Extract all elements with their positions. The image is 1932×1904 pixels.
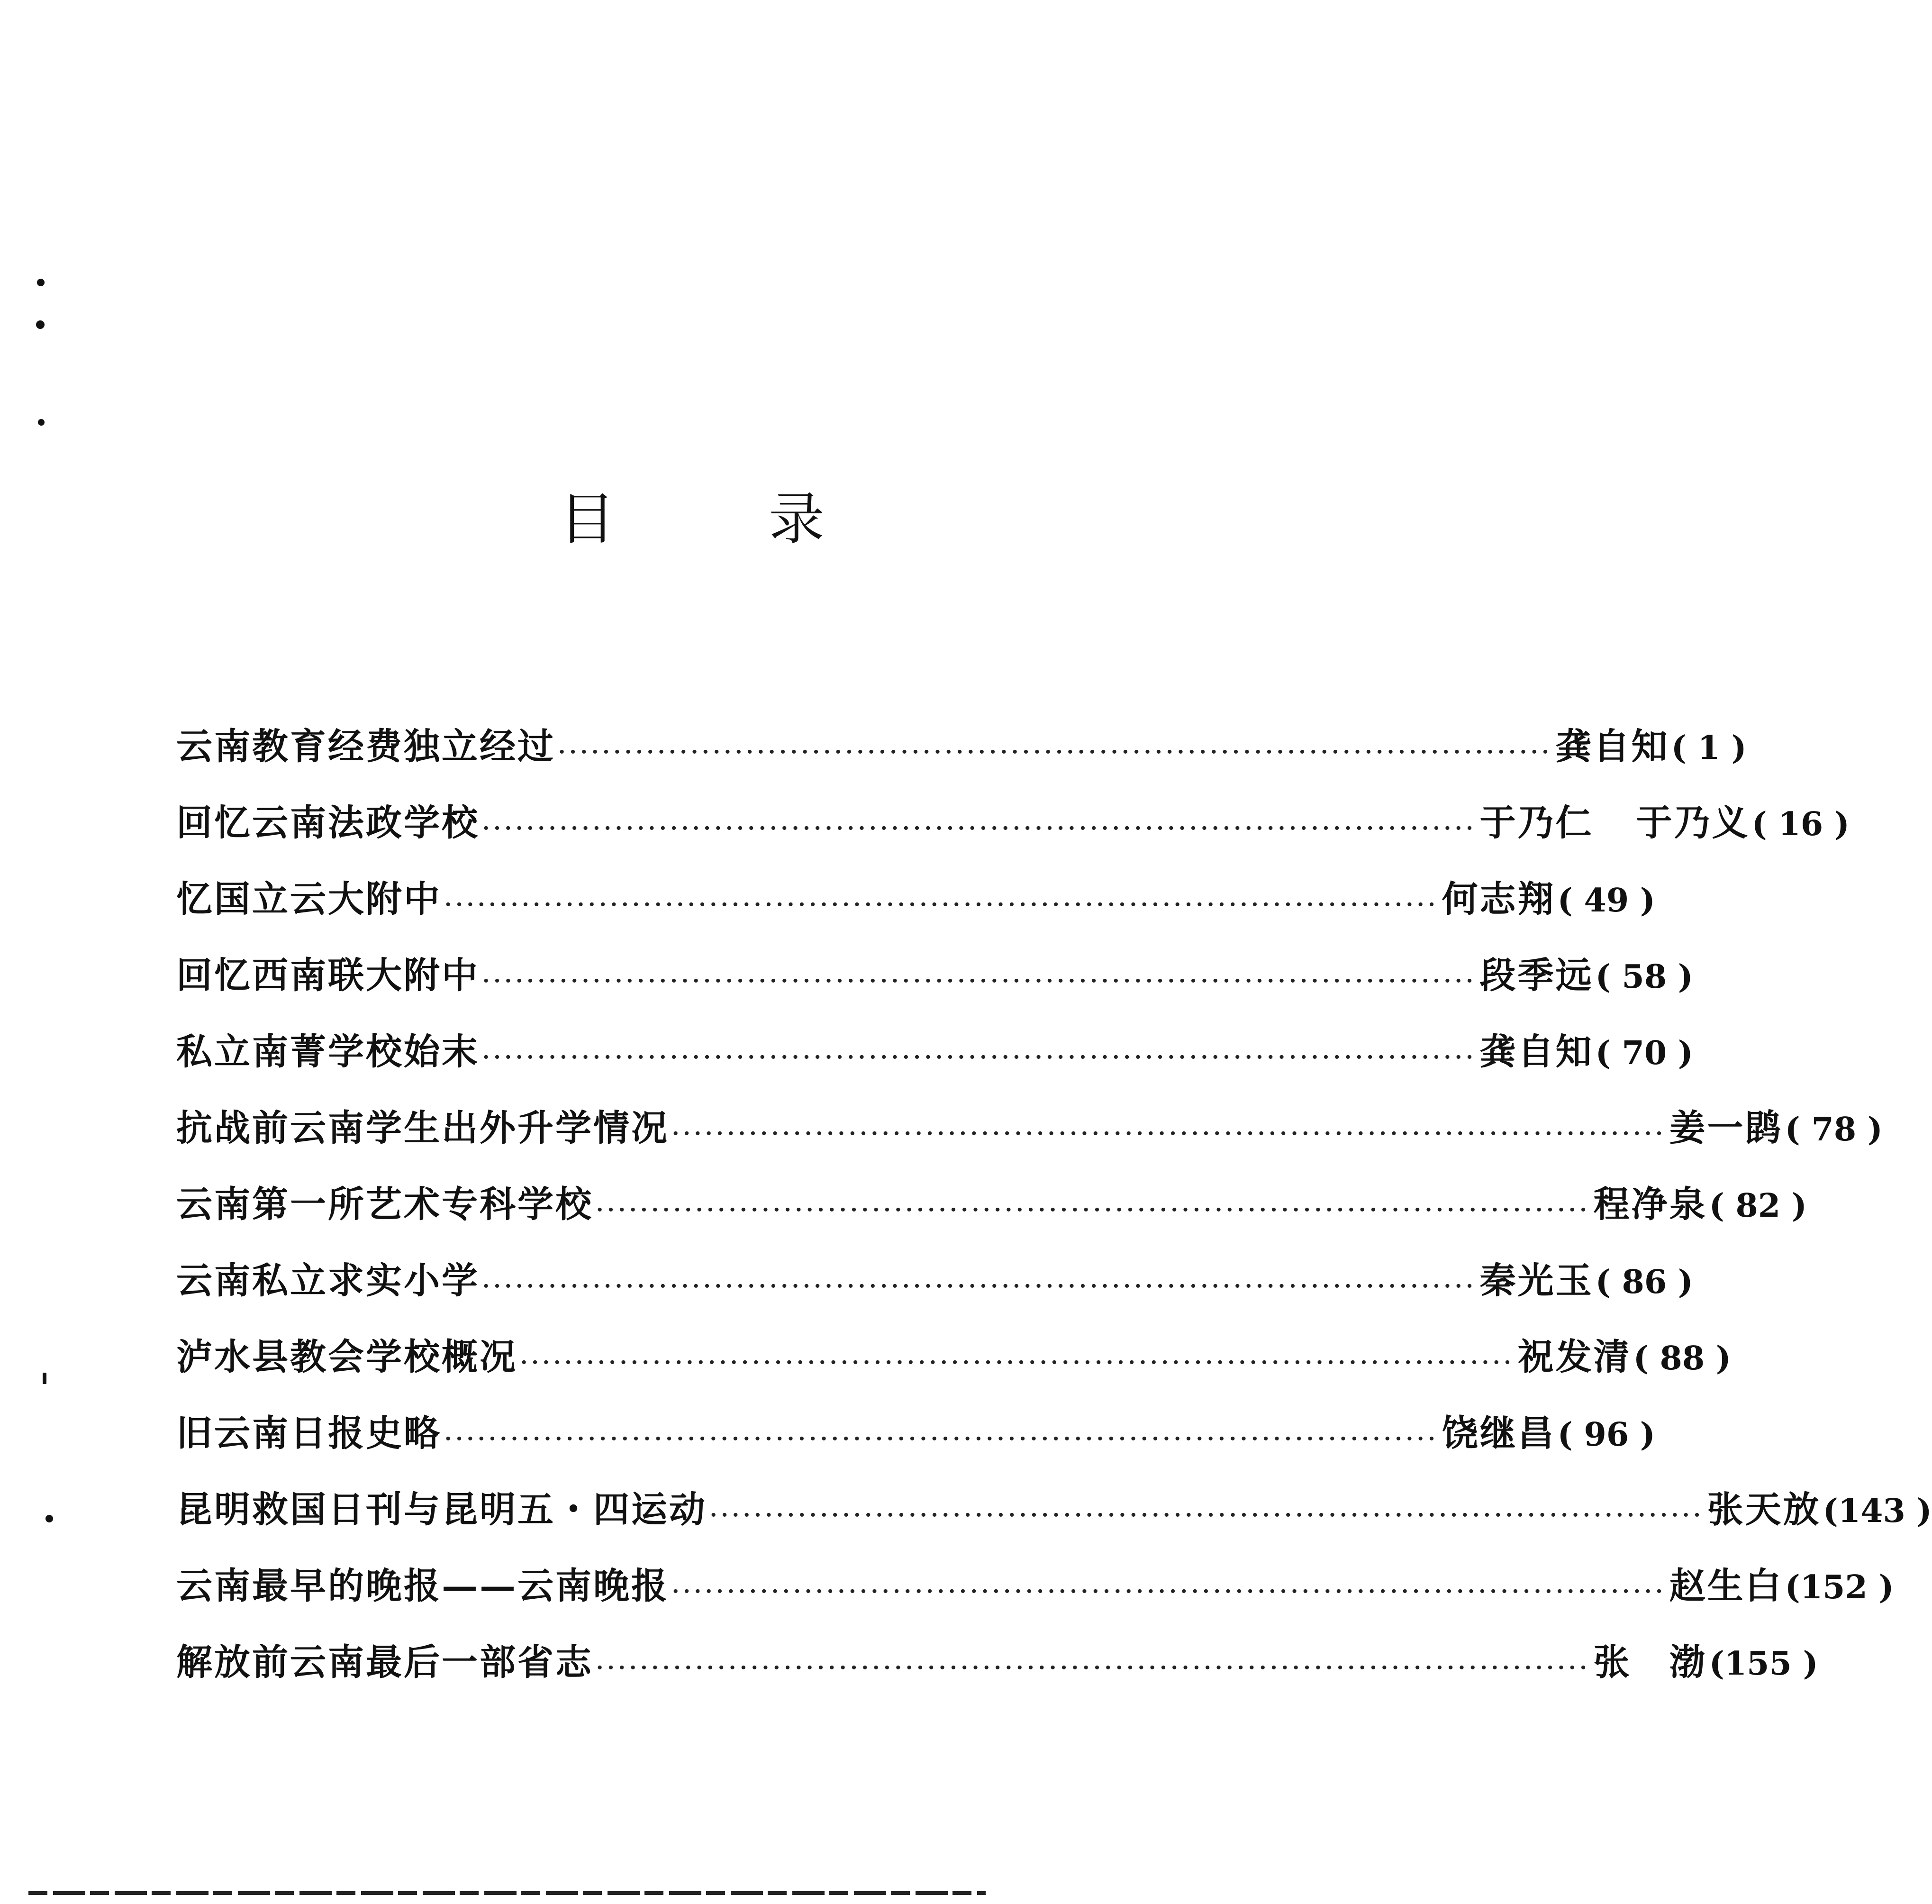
toc-entry-author-first: 于乃仁 [1479,802,1594,844]
dot-leader: ·························································································· [482,1045,1477,1069]
toc-entry-page: (152 ) [1785,1568,1894,1606]
toc-entry-page: ( 86 ) [1595,1263,1693,1301]
dot-leader: ·························································································· [672,1579,1667,1603]
toc-entry [176,720,1747,797]
toc-entry-author [1480,797,1750,849]
dot-leader: ·························································································· [672,1121,1667,1146]
toc-entry-author: 何志翔 [1442,878,1556,920]
toc-entry-page: ( 49 ) [1557,882,1655,920]
toc-entry-author: 祝发清 [1517,1336,1632,1378]
page-title-char: 录 [768,486,825,552]
toc-entry [176,1407,1655,1484]
toc-entry-page: ( 58 ) [1595,958,1693,996]
page-bottom-rule [28,1891,986,1895]
toc-entry-title: 回忆西南联大附中 [176,954,480,996]
toc-entry [176,873,1655,949]
toc-entry-author: 程净泉 [1593,1183,1707,1225]
toc-entry [176,1331,1731,1407]
dot-leader: ·························································································· [710,1503,1705,1527]
toc-entry-title: 抗战前云南学生出外升学情况 [176,1107,669,1149]
toc-entry-author: 段季远 [1479,954,1594,996]
toc-entry-author: 龚自知 [1479,1030,1594,1073]
toc-entry [176,949,1693,1026]
toc-entry-title: 解放前云南最后一部省志 [176,1641,593,1683]
toc-entry [176,1255,1693,1331]
toc-entry-author: 龚自知 [1555,725,1669,767]
toc-entry-page: ( 1 ) [1671,729,1747,767]
toc-entry-title: 昆明救国日刊与昆明五・四运动 [176,1488,707,1530]
toc-entry-title: 旧云南日报史略 [176,1412,442,1454]
scan-speck [43,1373,46,1384]
dot-leader: ·························································································· [444,893,1439,917]
toc-entry-title: 回忆云南法政学校 [176,802,480,844]
toc-entry-page: ( 16 ) [1751,805,1850,843]
scan-speck [38,419,45,426]
dot-leader: ·························································································· [596,1198,1591,1222]
toc-entry-title: 云南教育经费独立经过 [176,725,555,767]
dot-leader: ·························································································· [482,1274,1477,1298]
toc-entry-title: 云南私立求实小学 [176,1259,480,1302]
toc-entry [176,1178,1807,1255]
scan-speck [45,1515,53,1522]
dot-leader: ·························································································· [482,816,1477,840]
toc-entry-page: (143 ) [1823,1492,1932,1530]
toc-entry [176,1560,1894,1636]
toc-entry-author: 姜一鹍 [1669,1107,1783,1149]
dot-leader: ·························································································· [520,1350,1515,1375]
toc-entry-title: 泸水县教会学校概况 [176,1336,517,1378]
scan-speck [37,279,45,286]
toc-entry-author: 饶继昌 [1442,1412,1556,1454]
toc-entry-page: ( 88 ) [1633,1339,1731,1377]
dot-leader: ·························································································· [558,740,1553,764]
page-title-char: 目 [559,486,616,552]
toc-entry-author: 张 渤 [1593,1641,1707,1683]
page-title [559,474,825,555]
toc-entry [176,1636,1818,1713]
toc-entry [176,1026,1693,1102]
toc-entry-page: (155 ) [1709,1645,1818,1683]
toc-entry-author: 张天放 [1707,1488,1821,1530]
toc-entry-title: 私立南菁学校始末 [176,1030,480,1073]
toc-entry-co-author: 于乃义 [1636,802,1750,844]
toc-entry-author: 赵生白 [1669,1565,1783,1607]
toc-entry [176,1102,1883,1178]
toc-entry-page: ( 78 ) [1785,1111,1883,1148]
table-of-contents [176,720,1932,1713]
dot-leader: ·························································································· [444,1427,1439,1451]
toc-entry [176,1484,1932,1560]
toc-entry-title: 云南最早的晚报——云南晚报 [176,1565,669,1607]
toc-entry [176,797,1850,873]
dot-leader: ·························································································· [596,1656,1591,1680]
toc-entry-title: 忆国立云大附中 [176,878,442,920]
scan-speck [36,320,45,329]
toc-entry-page: ( 82 ) [1709,1187,1807,1225]
toc-entry-page: ( 70 ) [1595,1034,1693,1072]
toc-entry-title: 云南第一所艺术专科学校 [176,1183,593,1225]
dot-leader: ·························································································· [482,969,1477,993]
toc-entry-page: ( 96 ) [1557,1416,1655,1454]
toc-entry-author: 秦光玉 [1479,1259,1594,1302]
